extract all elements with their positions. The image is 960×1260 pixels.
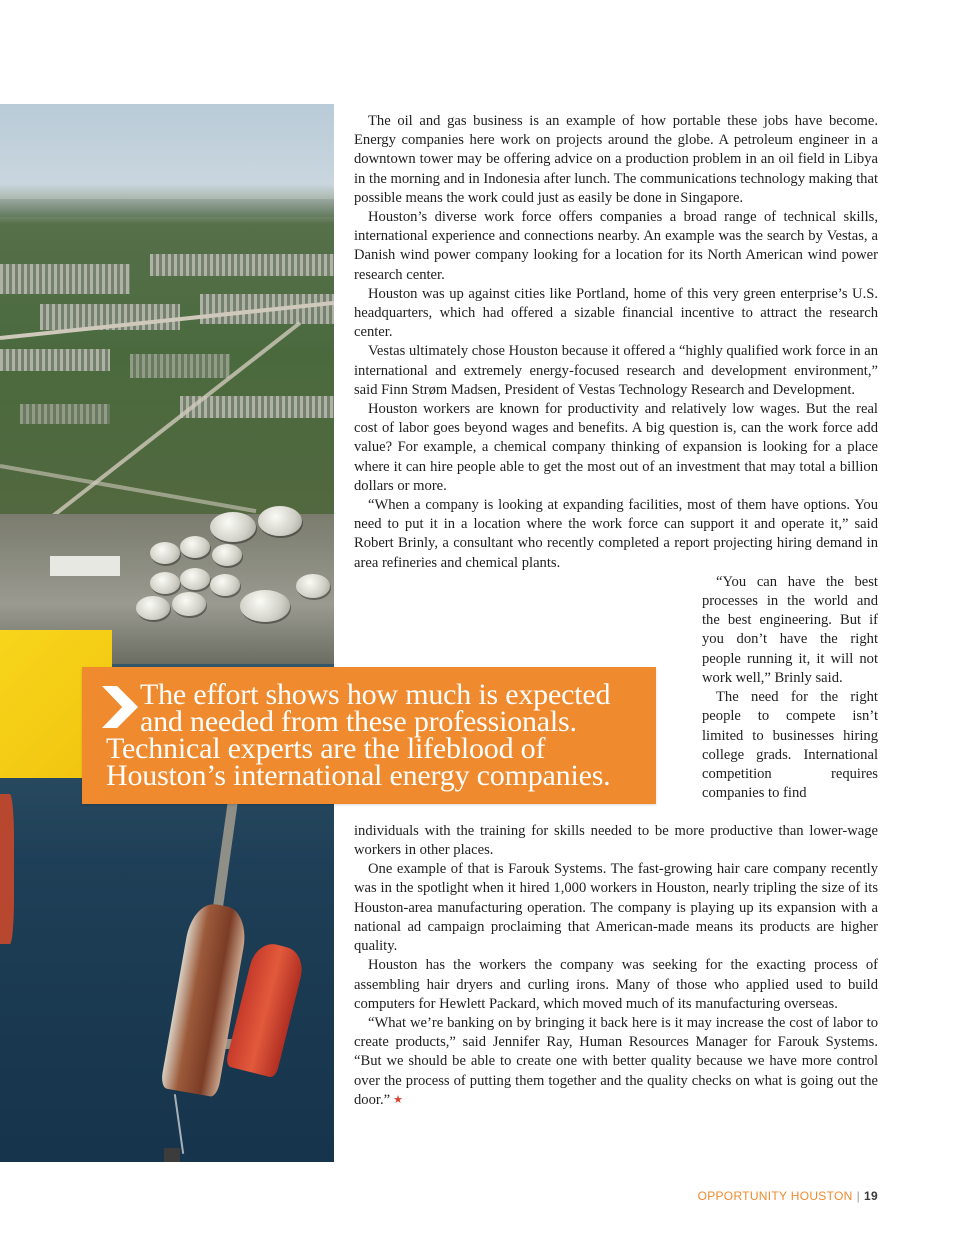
page-footer — [698, 1189, 878, 1203]
pull-quote-line: Technical experts are the lifeblood of — [106, 732, 546, 765]
publication-name: OPPORTUNITY HOUSTON — [697, 1189, 853, 1203]
article-paragraph: Houston workers are known for productivity and relatively low wages. But the real cost of labor goes beyond wages and benefits. A big question is, can the work force add value? For example, a chemical company thinking of expansion is looking for a place where it can hire people able to get the most out of an investment that may total a billion dollars or more. — [354, 401, 878, 494]
pull-quote-line: Houston’s international energy companies. — [106, 759, 611, 792]
narrow-column — [702, 573, 878, 803]
pull-quote-line: The effort shows how much is expected — [140, 678, 611, 711]
article-paragraph-continuation: individuals with the training for skills needed to be more productive than lower-wage workers in other places. — [354, 822, 878, 859]
article-paragraph: The oil and gas business is an example of how portable these jobs have become. Energy companies here work on projects around the globe. A petroleum engineer in a downtown tower may be offering advice on a production problem in an oil field in Libya in the morning and in Indonesia after lunch. The communications technology making that possible means the work could just as easily be done in Singapore. — [354, 113, 878, 206]
page-number: 19 — [864, 1189, 878, 1203]
article-body — [354, 112, 878, 1110]
article-paragraph: Houston has the workers the company was seeking for the exacting process of assembling hair dryers and curling irons. Many of those who applied used to build computers for Hewlett Packard, which moved much of its manufacturing overseas. — [354, 957, 878, 1012]
star-end-icon: ★ — [393, 1093, 403, 1106]
narrow-column-block — [354, 573, 878, 822]
article-paragraph: Houston was up against cities like Portland, home of this very green enterprise’s U.S. headquarters, which had offered a sizable financial incentive to attract the research center. — [354, 285, 878, 341]
article-paragraph-text: “What we’re banking on by bringing it back here is it may increase the cost of labor to create products,” said Jennifer Ray, Human Resources Manager for Farouk Systems. “But we should be able to create one with better quality because we have more control over the process of putting them together and the quality checks on what is going out the door.” — [354, 1014, 878, 1108]
pull-quote-line: and needed from these professionals. — [140, 705, 577, 738]
footer-separator: | — [856, 1189, 861, 1203]
article-paragraph: Vestas ultimately chose Houston because it offered a “highly qualified work force in an international and extremely energy-focused research and development environment,” said Finn Strøm Madsen, President of Vestas Technology Research and Development. — [354, 343, 878, 398]
article-paragraph: “When a company is looking at expanding facilities, most of them have options. You need to put it in a location where the work force can support it and operate it,” said Robert Brinly, a consultant who recently completed a report projecting hiring demand in area refineries and chemical plants. — [354, 497, 878, 571]
article-paragraph: One example of that is Farouk Systems. The fast-growing hair care company recently was in the spotlight when it hired 1,000 workers in Houston, nearly tripling the size of its Houston-area manufacturing operation. The company is playing up its expansion with a national ad campaign proclaiming that American-made means its products are higher quality. — [354, 861, 878, 955]
article-paragraph: Houston’s diverse work force offers companies a broad range of technical skills, international experience and connections nearby. An example was the search by Vestas, a Danish wind power company looking for a location for its North American wind power research center. — [354, 209, 878, 283]
article-paragraph: “You can have the best processes in the world and the best engineering. But if you don’t have the right people running it, it will not work well,” Brinly said. — [702, 573, 878, 686]
article-paragraph: The need for the right people to compete isn’t limited to businesses hiring college grads. International competition requires companies to find — [702, 689, 878, 802]
article-last-paragraph — [354, 1014, 878, 1110]
